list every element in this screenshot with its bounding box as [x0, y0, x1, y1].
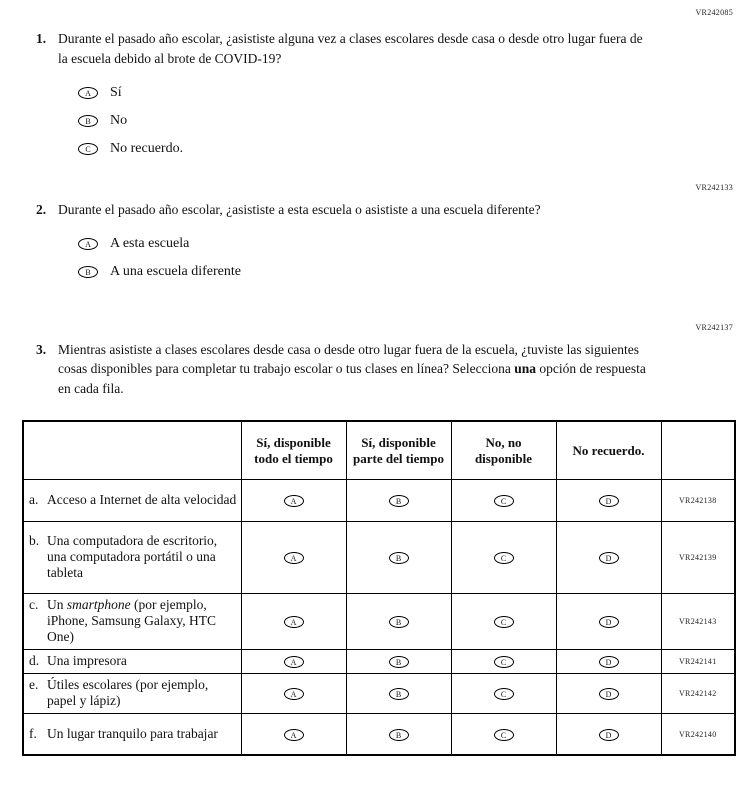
row-b-label: Una computadora de escritorio, una computadora portátil o una tableta	[47, 533, 218, 581]
q1-option-c[interactable]	[78, 140, 735, 157]
row-c-cell-b	[346, 593, 451, 649]
row-d-label: Una impresora	[47, 653, 127, 669]
table-row-e	[23, 673, 735, 713]
table-row-f	[23, 713, 735, 755]
row-c-cell-d	[556, 593, 661, 649]
q2-option-a-bubble[interactable]: A	[78, 238, 98, 250]
row-f-code: VR242140	[661, 713, 735, 755]
row-c-label-post: (por ejemplo, iPhone, Samsung Galaxy, HTC One)	[47, 597, 216, 645]
row-a-cell-a	[241, 479, 346, 521]
row-d-letter: d.	[29, 653, 40, 669]
row-b-bubble-c[interactable]: C	[494, 552, 514, 564]
q1-option-a-label: Sí	[110, 84, 122, 100]
question1-number: 1.	[36, 31, 47, 46]
row-a-code: VR242138	[661, 479, 735, 521]
row-a-bubble-a[interactable]: A	[284, 495, 304, 507]
question1-code: VR242085	[695, 8, 733, 17]
row-e-bubble-a[interactable]: A	[284, 688, 304, 700]
row-f-bubble-b[interactable]: B	[389, 729, 409, 741]
row-e-label: Útiles escolares (por ejemplo, papel y lápiz)	[47, 677, 209, 709]
row-e-code: VR242142	[661, 673, 735, 713]
row-d-bubble-d[interactable]: D	[599, 656, 619, 668]
row-d-cell-c	[451, 649, 556, 673]
row-d-bubble-a[interactable]: A	[284, 656, 304, 668]
row-b-bubble-b[interactable]: B	[389, 552, 409, 564]
row-e-cell-d	[556, 673, 661, 713]
row-c-cell-c	[451, 593, 556, 649]
row-a-label-cell	[23, 479, 241, 521]
grid-header-row	[23, 421, 735, 479]
row-b-cell-d	[556, 521, 661, 593]
header-empty-code	[661, 421, 735, 479]
row-b-bubble-a[interactable]: A	[284, 552, 304, 564]
row-c-code: VR242143	[661, 593, 735, 649]
row-e-bubble-c[interactable]: C	[494, 688, 514, 700]
row-e-letter: e.	[29, 677, 39, 693]
question2-number: 2.	[36, 202, 47, 218]
header-available-part-time: Sí, disponible parte del tiempo	[346, 421, 451, 479]
question-1	[36, 29, 735, 68]
response-grid	[22, 420, 736, 756]
row-c-label-italic: smartphone	[66, 597, 131, 613]
row-b-cell-b	[346, 521, 451, 593]
row-e-label-cell	[23, 673, 241, 713]
row-d-bubble-c[interactable]: C	[494, 656, 514, 668]
q1-option-c-bubble[interactable]: C	[78, 143, 98, 155]
row-c-bubble-a[interactable]: A	[284, 616, 304, 628]
row-c-label-pre: Un	[47, 597, 67, 613]
row-f-letter: f.	[29, 726, 37, 742]
header-available-all-time: Sí, disponible todo el tiempo	[241, 421, 346, 479]
header-no-recall: No recuerdo.	[556, 421, 661, 479]
q2-option-b-bubble[interactable]: B	[78, 266, 98, 278]
row-d-cell-d	[556, 649, 661, 673]
row-f-cell-c	[451, 713, 556, 755]
row-a-cell-c	[451, 479, 556, 521]
question3-text-bold: una	[514, 361, 536, 377]
q1-option-b-bubble[interactable]: B	[78, 115, 98, 127]
row-a-cell-b	[346, 479, 451, 521]
row-d-code: VR242141	[661, 649, 735, 673]
row-e-cell-b	[346, 673, 451, 713]
header-not-available: No, no disponible	[451, 421, 556, 479]
question3-code: VR242137	[695, 322, 733, 332]
row-f-label: Un lugar tranquilo para trabajar	[47, 726, 218, 742]
row-c-cell-a	[241, 593, 346, 649]
row-a-cell-d	[556, 479, 661, 521]
question-2	[36, 200, 735, 220]
row-a-bubble-c[interactable]: C	[494, 495, 514, 507]
row-f-bubble-a[interactable]: A	[284, 729, 304, 741]
row-f-cell-b	[346, 713, 451, 755]
row-d-cell-b	[346, 649, 451, 673]
q1-option-b-label: No	[110, 112, 128, 128]
question1-options	[78, 84, 735, 157]
row-c-bubble-b[interactable]: B	[389, 616, 409, 628]
question3-text	[58, 340, 654, 399]
q1-option-b[interactable]	[78, 112, 735, 129]
row-c-bubble-d[interactable]: D	[599, 616, 619, 628]
q2-option-a-label: A esta escuela	[110, 236, 190, 252]
q1-option-c-label: No recuerdo.	[110, 140, 184, 156]
question1-text: Durante el pasado año escolar, ¿asististe alguna vez a clases escolares desde casa o desde otro lugar fuera de la escuela debido al brote de COVID-19?	[58, 31, 643, 66]
row-a-bubble-b[interactable]: B	[389, 495, 409, 507]
row-c-bubble-c[interactable]: C	[494, 616, 514, 628]
q2-option-b[interactable]	[78, 264, 735, 281]
row-e-cell-a	[241, 673, 346, 713]
row-b-cell-a	[241, 521, 346, 593]
header-empty-item	[23, 421, 241, 479]
row-b-label-cell	[23, 521, 241, 593]
row-f-label-cell	[23, 713, 241, 755]
table-row-a	[23, 479, 735, 521]
q1-option-a[interactable]	[78, 84, 735, 101]
row-d-label-cell	[23, 649, 241, 673]
row-e-bubble-d[interactable]: D	[599, 688, 619, 700]
table-row-c	[23, 593, 735, 649]
row-b-letter: b.	[29, 533, 40, 549]
row-f-cell-d	[556, 713, 661, 755]
question2-options	[78, 236, 735, 281]
row-f-cell-a	[241, 713, 346, 755]
table-row-b	[23, 521, 735, 593]
question-3	[36, 340, 735, 399]
question3-number: 3.	[36, 341, 47, 357]
q2-option-a[interactable]	[78, 236, 735, 253]
q1-option-a-bubble[interactable]: A	[78, 87, 98, 99]
table-row-d	[23, 649, 735, 673]
row-d-cell-a	[241, 649, 346, 673]
row-a-label: Acceso a Internet de alta velocidad	[47, 492, 237, 508]
row-c-letter: c.	[29, 597, 39, 613]
question2-text: Durante el pasado año escolar, ¿asististe a esta escuela o asististe a una escuela diferente?	[58, 202, 541, 218]
question3-text-after: opción de respuesta en cada fila.	[58, 361, 646, 396]
row-a-bubble-d[interactable]: D	[599, 495, 619, 507]
row-b-code: VR242139	[661, 521, 735, 593]
question3-text-before: Mientras asististe a clases escolares desde casa o desde otro lugar fuera de la escuela, ¿tuviste las siguientes cosas disponibles para completar tu trabajo escolar o tus clases en línea? Selecciona	[58, 341, 640, 377]
row-f-bubble-c[interactable]: C	[494, 729, 514, 741]
q2-option-b-label: A una escuela diferente	[110, 264, 241, 280]
row-c-label-cell	[23, 593, 241, 649]
row-e-bubble-b[interactable]: B	[389, 688, 409, 700]
row-f-bubble-d[interactable]: D	[599, 729, 619, 741]
row-b-bubble-d[interactable]: D	[599, 552, 619, 564]
row-c-label	[47, 597, 237, 646]
row-d-bubble-b[interactable]: B	[389, 656, 409, 668]
row-b-cell-c	[451, 521, 556, 593]
row-e-cell-c	[451, 673, 556, 713]
row-a-letter: a.	[29, 492, 39, 508]
question2-code: VR242133	[695, 183, 733, 193]
